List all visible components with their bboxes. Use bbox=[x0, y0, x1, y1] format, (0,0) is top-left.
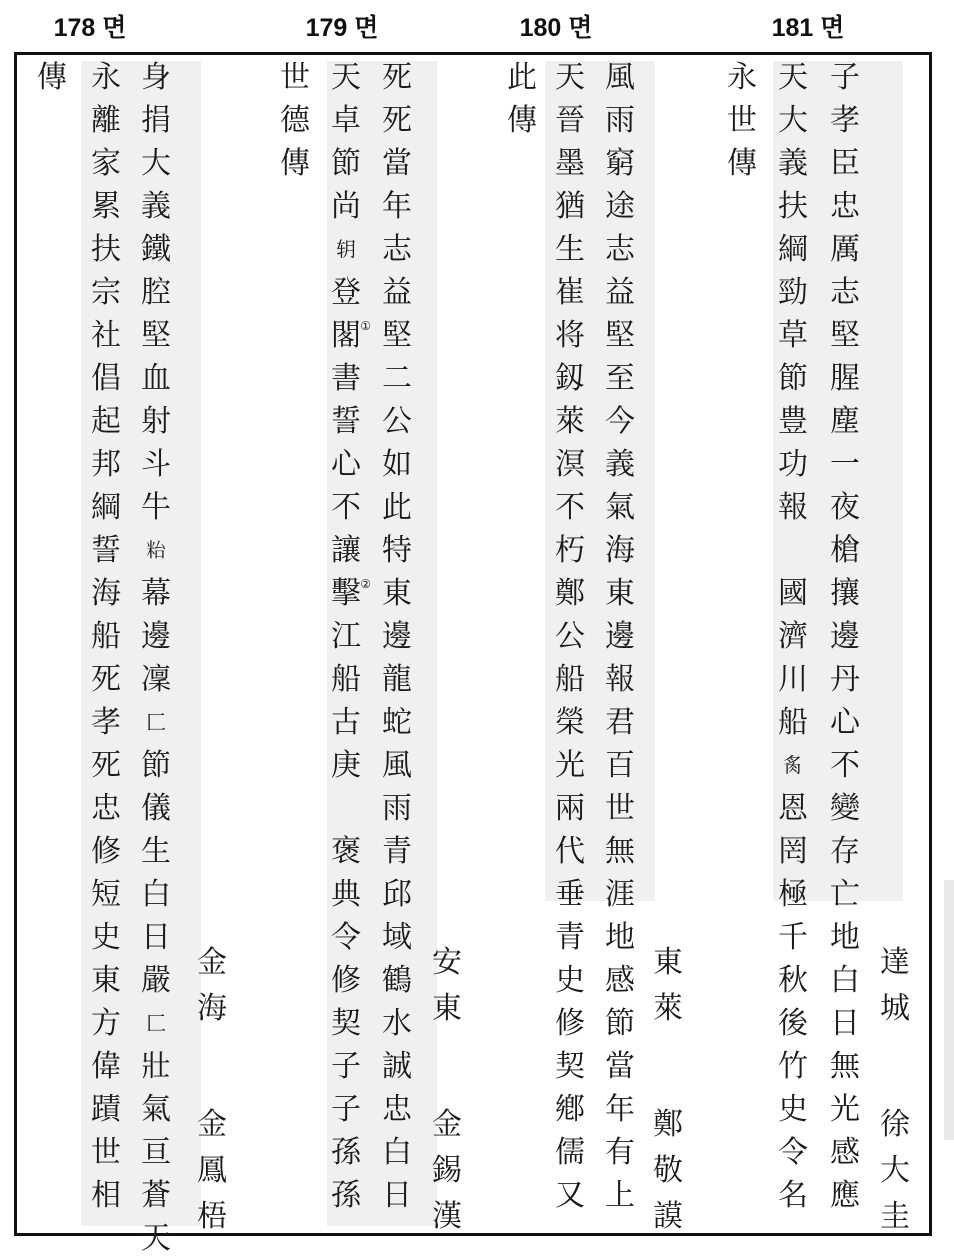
glyph: 濟 bbox=[778, 619, 808, 654]
glyph: 射 bbox=[141, 404, 171, 439]
glyph: 血 bbox=[141, 361, 171, 396]
glyph: 雨 bbox=[605, 103, 635, 138]
text-column-p181-c1 bbox=[821, 56, 869, 1217]
glyph: ⼕ bbox=[146, 710, 166, 734]
glyph: 代 bbox=[555, 834, 585, 869]
glyph: 垂 bbox=[555, 877, 585, 912]
glyph: 心 bbox=[830, 705, 860, 740]
glyph: 鄭 bbox=[653, 1107, 683, 1142]
glyph: 生 bbox=[555, 232, 585, 267]
glyph: 令 bbox=[778, 1135, 808, 1170]
glyph: 釼 bbox=[555, 361, 585, 396]
glyph: 德 bbox=[280, 103, 310, 138]
glyph: 圭 bbox=[880, 1199, 910, 1234]
glyph: 報 bbox=[605, 662, 635, 697]
glyph: 邦 bbox=[91, 447, 121, 482]
glyph: 斗 bbox=[141, 447, 171, 482]
glyph: 勁 bbox=[778, 275, 808, 310]
page-header-180: 180 면 bbox=[519, 14, 593, 42]
footnote-marker: ① bbox=[360, 319, 371, 333]
glyph: 罔 bbox=[778, 834, 808, 869]
glyph: 榮 bbox=[555, 705, 585, 740]
glyph: 公 bbox=[382, 404, 412, 439]
glyph: 公 bbox=[555, 619, 585, 654]
glyph: 大 bbox=[880, 1153, 910, 1188]
text-column-p179-c3 bbox=[271, 56, 319, 185]
glyph: 東 bbox=[382, 576, 412, 611]
glyph: 天 bbox=[778, 60, 808, 95]
glyph: 堅 bbox=[830, 318, 860, 353]
glyph: 猶 bbox=[555, 189, 585, 224]
glyph: 此 bbox=[507, 60, 537, 95]
glyph: 志 bbox=[382, 232, 412, 267]
glyph: 日 bbox=[830, 1006, 860, 1041]
glyph: 典 bbox=[331, 877, 361, 912]
glyph: 船 bbox=[331, 662, 361, 697]
glyph: 孝 bbox=[830, 103, 860, 138]
text-column-p178-author bbox=[188, 940, 236, 1240]
glyph: 塵 bbox=[830, 404, 860, 439]
glyph: 腥 bbox=[830, 361, 860, 396]
glyph: 修 bbox=[91, 834, 121, 869]
glyph: 節 bbox=[141, 748, 171, 783]
glyph: 國 bbox=[778, 576, 808, 611]
glyph: 白 bbox=[830, 963, 860, 998]
glyph: 溟 bbox=[555, 447, 585, 482]
text-column-p181-author bbox=[871, 940, 919, 1240]
glyph: 堅 bbox=[382, 318, 412, 353]
glyph: 幕 bbox=[141, 576, 171, 611]
glyph: 孝 bbox=[91, 705, 121, 740]
glyph: 捐 bbox=[141, 103, 171, 138]
text-column-p180-c1 bbox=[596, 56, 644, 1217]
glyph: 金 bbox=[197, 1107, 227, 1142]
text-column-p179-author bbox=[423, 940, 471, 1240]
glyph: 節 bbox=[331, 146, 361, 181]
glyph: 世 bbox=[280, 60, 310, 95]
glyph: 死 bbox=[382, 103, 412, 138]
glyph: 感 bbox=[605, 963, 635, 998]
glyph: 綱 bbox=[91, 490, 121, 525]
glyph: 功 bbox=[778, 447, 808, 482]
glyph: 青 bbox=[555, 920, 585, 955]
glyph: 鐵 bbox=[141, 232, 171, 267]
text-column-p179-c2 bbox=[322, 56, 370, 1217]
glyph: 地 bbox=[830, 920, 860, 955]
glyph: 傳 bbox=[507, 103, 537, 138]
glyph: 君 bbox=[605, 705, 635, 740]
glyph: 川 bbox=[778, 662, 808, 697]
glyph: ⼕ bbox=[146, 1011, 166, 1035]
glyph: 感 bbox=[830, 1135, 860, 1170]
glyph: 今 bbox=[605, 404, 635, 439]
glyph: 臣 bbox=[830, 146, 860, 181]
glyph: 子 bbox=[331, 1049, 361, 1084]
glyph: 義 bbox=[141, 189, 171, 224]
glyph: 義 bbox=[605, 447, 635, 482]
glyph: 晉 bbox=[555, 103, 585, 138]
glyph: 累 bbox=[91, 189, 121, 224]
glyph: 傳 bbox=[280, 146, 310, 181]
glyph: 身 bbox=[141, 60, 171, 95]
glyph: 誓 bbox=[331, 404, 361, 439]
glyph: 心 bbox=[331, 447, 361, 482]
glyph: 朽 bbox=[555, 533, 585, 568]
glyph: 千 bbox=[778, 920, 808, 955]
glyph: 涯 bbox=[605, 877, 635, 912]
glyph: 東 bbox=[605, 576, 635, 611]
glyph: 海 bbox=[91, 576, 121, 611]
glyph: 變 bbox=[830, 791, 860, 826]
glyph: 世 bbox=[727, 103, 757, 138]
glyph: 史 bbox=[91, 920, 121, 955]
glyph: 不 bbox=[331, 490, 361, 525]
glyph: 不 bbox=[555, 490, 585, 525]
glyph: 城 bbox=[880, 991, 910, 1026]
glyph: 堅 bbox=[141, 318, 171, 353]
glyph: 蒼 bbox=[141, 1178, 171, 1213]
glyph: 白 bbox=[382, 1135, 412, 1170]
glyph: 志 bbox=[830, 275, 860, 310]
glyph: 短 bbox=[91, 877, 121, 912]
glyph: 邊 bbox=[382, 619, 412, 654]
glyph: 義 bbox=[778, 146, 808, 181]
glyph: 夜 bbox=[830, 490, 860, 525]
glyph: 孫 bbox=[331, 1135, 361, 1170]
glyph: 傳 bbox=[37, 60, 67, 95]
glyph: 宗 bbox=[91, 275, 121, 310]
glyph: 扶 bbox=[778, 189, 808, 224]
glyph: 無 bbox=[605, 834, 635, 869]
glyph: 死 bbox=[91, 662, 121, 697]
glyph: 上 bbox=[605, 1178, 635, 1213]
page-header-181: 181 면 bbox=[771, 14, 845, 42]
glyph: 離 bbox=[91, 103, 121, 138]
glyph: 大 bbox=[141, 146, 171, 181]
glyph: 攘 bbox=[830, 576, 860, 611]
glyph: 報 bbox=[778, 490, 808, 525]
glyph: 鳳 bbox=[197, 1153, 227, 1188]
glyph: 雨 bbox=[382, 791, 412, 826]
glyph: 契 bbox=[555, 1049, 585, 1084]
glyph: 日 bbox=[382, 1178, 412, 1213]
glyph: 世 bbox=[91, 1135, 121, 1170]
glyph: 儀 bbox=[141, 791, 171, 826]
glyph: 敬 bbox=[653, 1153, 683, 1188]
glyph: 蛇 bbox=[382, 705, 412, 740]
glyph: 死 bbox=[91, 748, 121, 783]
glyph: 草 bbox=[778, 318, 808, 353]
glyph: 閣 ① bbox=[331, 318, 371, 353]
glyph: 綱 bbox=[778, 232, 808, 267]
glyph: 當 bbox=[605, 1049, 635, 1084]
glyph: 豊 bbox=[778, 404, 808, 439]
glyph: 牛 bbox=[141, 490, 171, 525]
glyph: 鶴 bbox=[382, 963, 412, 998]
glyph bbox=[207, 1032, 217, 1102]
text-column-p180-c3 bbox=[498, 56, 546, 142]
glyph: 水 bbox=[382, 1006, 412, 1041]
glyph bbox=[341, 787, 351, 830]
glyph: 永 bbox=[727, 60, 757, 95]
glyph: 一 bbox=[830, 447, 860, 482]
text-column-p179-c1 bbox=[373, 56, 421, 1217]
glyph: 将 bbox=[555, 318, 585, 353]
glyph: 應 bbox=[830, 1178, 860, 1213]
glyph: 錫 bbox=[432, 1153, 462, 1188]
glyph: 途 bbox=[605, 189, 635, 224]
glyph: 秋 bbox=[778, 963, 808, 998]
glyph: 墨 bbox=[555, 146, 585, 181]
glyph: 方 bbox=[91, 1006, 121, 1041]
glyph: 子 bbox=[830, 60, 860, 95]
text-column-p181-c2 bbox=[769, 56, 817, 1217]
glyph bbox=[788, 529, 798, 572]
glyph: 壯 bbox=[141, 1049, 171, 1084]
glyph: 當 bbox=[382, 146, 412, 181]
scan-edge bbox=[944, 880, 954, 1140]
footnote-marker: ② bbox=[360, 577, 371, 591]
glyph: 修 bbox=[331, 963, 361, 998]
glyph: 名 bbox=[778, 1178, 808, 1213]
glyph: 孫 bbox=[331, 1178, 361, 1213]
glyph: 徐 bbox=[880, 1107, 910, 1142]
glyph: 節 bbox=[605, 1006, 635, 1041]
glyph: 大 bbox=[778, 103, 808, 138]
glyph: 修 bbox=[555, 1006, 585, 1041]
glyph: 竹 bbox=[778, 1049, 808, 1084]
glyph: 安 bbox=[432, 945, 462, 980]
glyph: 邊 bbox=[830, 619, 860, 654]
glyph: 如 bbox=[382, 447, 412, 482]
glyph: 天 bbox=[555, 60, 585, 95]
text-column-p178-c2 bbox=[82, 56, 130, 1217]
glyph: 又 bbox=[555, 1178, 585, 1213]
glyph: 凜 bbox=[141, 662, 171, 697]
glyph: 節 bbox=[778, 361, 808, 396]
glyph: 風 bbox=[382, 748, 412, 783]
glyph: 特 bbox=[382, 533, 412, 568]
glyph: 龍 bbox=[382, 662, 412, 697]
glyph: 子 bbox=[331, 1092, 361, 1127]
glyph: 無 bbox=[830, 1049, 860, 1084]
glyph: 庚 bbox=[331, 748, 361, 783]
glyph: 萊 bbox=[555, 404, 585, 439]
text-column-p180-c2 bbox=[546, 56, 594, 1217]
glyph bbox=[890, 1032, 900, 1102]
glyph: 兩 bbox=[555, 791, 585, 826]
glyph: 東 bbox=[91, 963, 121, 998]
glyph: 蹟 bbox=[91, 1092, 121, 1127]
glyph: 天 bbox=[141, 1221, 171, 1256]
glyph: 忠 bbox=[382, 1092, 412, 1127]
glyph: 存 bbox=[830, 834, 860, 869]
glyph: 邊 bbox=[141, 619, 171, 654]
glyph: 金 bbox=[197, 945, 227, 980]
glyph: 東 bbox=[653, 945, 683, 980]
glyph: 社 bbox=[91, 318, 121, 353]
glyph: 偉 bbox=[91, 1049, 121, 1084]
glyph: 光 bbox=[555, 748, 585, 783]
glyph: 槍 bbox=[830, 533, 860, 568]
glyph: 倡 bbox=[91, 361, 121, 396]
glyph: 卓 bbox=[331, 103, 361, 138]
glyph: 域 bbox=[382, 920, 412, 955]
glyph: 漢 bbox=[432, 1199, 462, 1234]
glyph: 登 bbox=[331, 275, 361, 310]
glyph: 青 bbox=[382, 834, 412, 869]
glyph: 江 bbox=[331, 619, 361, 654]
glyph: 東 bbox=[432, 991, 462, 1026]
glyph: 不 bbox=[830, 748, 860, 783]
glyph: 䏑 bbox=[783, 753, 803, 777]
glyph: 光 bbox=[830, 1092, 860, 1127]
glyph: 亡 bbox=[830, 877, 860, 912]
glyph: 日 bbox=[141, 920, 171, 955]
glyph: 年 bbox=[382, 189, 412, 224]
glyph: 鄭 bbox=[555, 576, 585, 611]
glyph: 書 bbox=[331, 361, 361, 396]
glyph: 契 bbox=[331, 1006, 361, 1041]
glyph: 船 bbox=[778, 705, 808, 740]
glyph: 腔 bbox=[141, 275, 171, 310]
glyph: 誠 bbox=[382, 1049, 412, 1084]
glyph bbox=[442, 1032, 452, 1102]
glyph: 𥹋 bbox=[146, 538, 166, 562]
glyph: 死 bbox=[382, 60, 412, 95]
glyph: 梧 bbox=[197, 1199, 227, 1234]
glyph: 誓 bbox=[91, 533, 121, 568]
glyph: 古 bbox=[331, 705, 361, 740]
text-column-p180-author bbox=[644, 940, 692, 1240]
glyph: 生 bbox=[141, 834, 171, 869]
glyph: 䢁 bbox=[336, 237, 356, 261]
glyph: 令 bbox=[331, 920, 361, 955]
glyph: 極 bbox=[778, 877, 808, 912]
glyph: 家 bbox=[91, 146, 121, 181]
glyph: 尚 bbox=[331, 189, 361, 224]
glyph: 永 bbox=[91, 60, 121, 95]
glyph: 年 bbox=[605, 1092, 635, 1127]
glyph: 天 bbox=[331, 60, 361, 95]
glyph: 擊 ② bbox=[331, 576, 371, 611]
glyph: 鄕 bbox=[555, 1092, 585, 1127]
glyph: 恩 bbox=[778, 791, 808, 826]
glyph: 堅 bbox=[605, 318, 635, 353]
glyph: 謨 bbox=[653, 1199, 683, 1234]
glyph: 傳 bbox=[727, 146, 757, 181]
glyph: 後 bbox=[778, 1006, 808, 1041]
text-column-p181-c3 bbox=[718, 56, 766, 185]
glyph: 史 bbox=[778, 1092, 808, 1127]
glyph: 起 bbox=[91, 404, 121, 439]
glyph: 海 bbox=[605, 533, 635, 568]
text-column-p178-c1 bbox=[132, 56, 180, 1260]
glyph: 窮 bbox=[605, 146, 635, 181]
glyph: 崔 bbox=[555, 275, 585, 310]
glyph: 亘 bbox=[141, 1135, 171, 1170]
glyph: 海 bbox=[197, 991, 227, 1026]
glyph: 氣 bbox=[141, 1092, 171, 1127]
text-column-p178-c3 bbox=[28, 56, 76, 99]
glyph: 達 bbox=[880, 945, 910, 980]
glyph: 忠 bbox=[91, 791, 121, 826]
glyph: 相 bbox=[91, 1178, 121, 1213]
glyph: 金 bbox=[432, 1107, 462, 1142]
glyph: 百 bbox=[605, 748, 635, 783]
glyph: 世 bbox=[605, 791, 635, 826]
glyph: 萊 bbox=[653, 991, 683, 1026]
glyph: 邱 bbox=[382, 877, 412, 912]
glyph: 地 bbox=[605, 920, 635, 955]
glyph: 志 bbox=[605, 232, 635, 267]
glyph: 史 bbox=[555, 963, 585, 998]
glyph: 船 bbox=[91, 619, 121, 654]
glyph: 有 bbox=[605, 1135, 635, 1170]
glyph: 船 bbox=[555, 662, 585, 697]
glyph: 此 bbox=[382, 490, 412, 525]
glyph: 嚴 bbox=[141, 963, 171, 998]
glyph: 益 bbox=[605, 275, 635, 310]
glyph: 二 bbox=[382, 361, 412, 396]
page-header-179: 179 면 bbox=[305, 14, 379, 42]
glyph: 厲 bbox=[830, 232, 860, 267]
glyph: 白 bbox=[141, 877, 171, 912]
page-header-178: 178 면 bbox=[53, 14, 127, 42]
glyph bbox=[663, 1032, 673, 1102]
glyph: 儒 bbox=[555, 1135, 585, 1170]
glyph: 扶 bbox=[91, 232, 121, 267]
glyph: 丹 bbox=[830, 662, 860, 697]
glyph: 至 bbox=[605, 361, 635, 396]
glyph: 褒 bbox=[331, 834, 361, 869]
glyph: 忠 bbox=[830, 189, 860, 224]
glyph: 風 bbox=[605, 60, 635, 95]
glyph: 讓 bbox=[331, 533, 361, 568]
glyph: 氣 bbox=[605, 490, 635, 525]
glyph: 邊 bbox=[605, 619, 635, 654]
glyph: 益 bbox=[382, 275, 412, 310]
